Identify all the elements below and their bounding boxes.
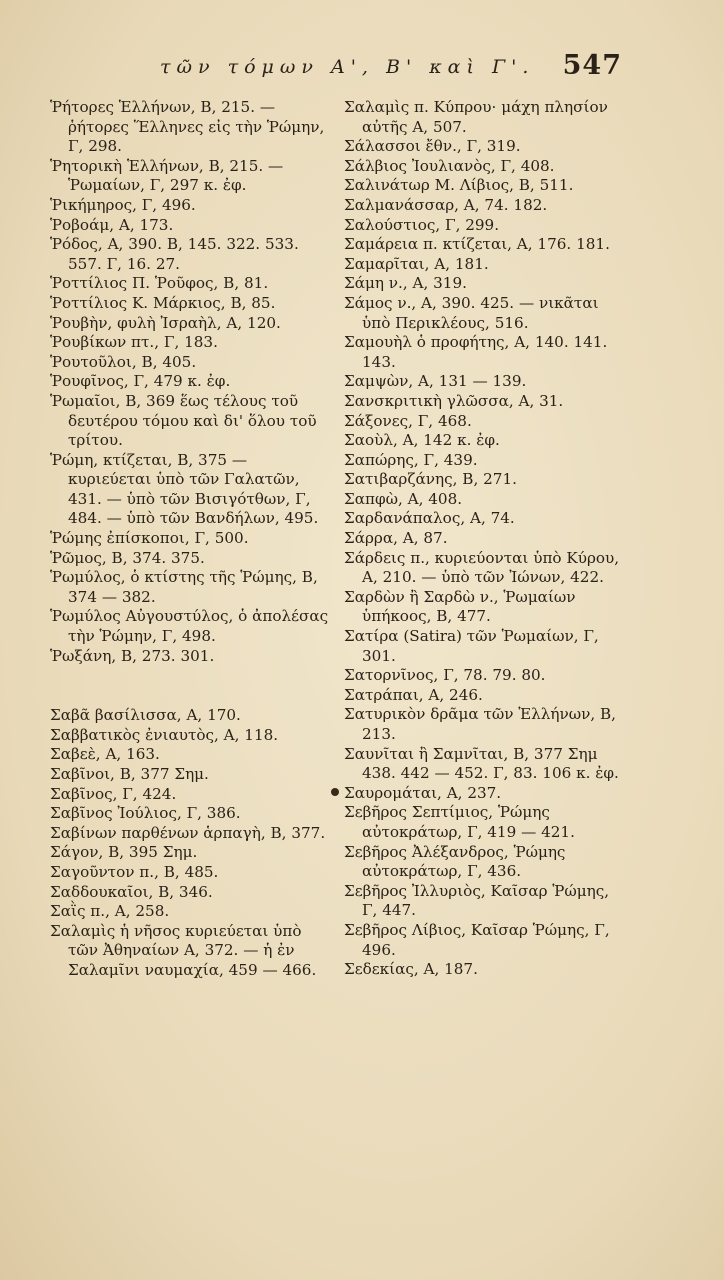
index-entry: Ῥουβὴν, φυλὴ Ἰσραὴλ, Α, 120. (50, 313, 281, 332)
index-entry: Σεβῆρος Σεπτίμιος, Ῥώμης αὐτοκράτωρ, Γ, 419 — 421. (344, 803, 575, 841)
index-entry: Σάλασσοι ἔθν., Γ, 319. (344, 137, 521, 156)
index-entry: Σαβᾶ βασίλισσα, Α, 170. (50, 706, 241, 725)
index-entry: Σεδεκίας, Α, 187. (344, 960, 478, 979)
page-header (150, 50, 630, 84)
index-entry: Σαβῖνος, Γ, 424. (50, 784, 177, 803)
index-entry: Σεβῆρος Λίβιος, Καῖσαρ Ῥώμης, Γ, 496. (344, 920, 610, 959)
index-entry: Σαλμανάσσαρ, Α, 74. 182. (344, 195, 548, 214)
index-entry: Σαμαρῖται, Α, 181. (344, 254, 489, 273)
index-entry: Ῥόδος, Α, 390. Β, 145. 322. 533. 557. Γ, 16. 27. (50, 235, 299, 273)
index-entry: Ῥουφῖνος, Γ, 479 κ. ἐφ. (50, 372, 231, 391)
index-entry: Σαβίνων παρθένων ἁρπαγὴ, Β, 377. (50, 823, 326, 842)
index-entry: Σαβῖνοι, Β, 377 Σημ. (50, 765, 209, 783)
index-entry: Σατίρα (Satira) τῶν Ῥωμαίων, Γ, 301. (344, 627, 599, 665)
index-entry: Ῥώμη, κτίζεται, Β, 375 — κυριεύεται ὑπὸ τῶν Γαλατῶν, 431. — ὑπὸ τῶν Βισιγότθων, Γ, 484. — ὑπὸ τῶν Βανδήλων, 495. (50, 450, 319, 528)
index-entry: Ῥικήμηρος, Γ, 496. (50, 195, 196, 214)
index-entry: Ῥοβοάμ, Α, 173. (50, 215, 174, 234)
index-entry: Σαλούστιος, Γ, 299. (344, 215, 500, 234)
index-entry: Σαπώρης, Γ, 439. (344, 450, 478, 469)
index-entry: Σαμουὴλ ὁ προφήτης, Α, 140. 141. 143. (344, 333, 608, 371)
index-entry: Ῥωμύλος, ὁ κτίστης τῆς Ῥώμης, Β, 374 — 382. (50, 568, 318, 606)
index-entry: Σατράπαι, Α, 246. (344, 685, 483, 704)
index-entry: Σεβῆρος Ἀλέξανδρος, Ῥώμης αὐτοκράτωρ, Γ, 436. (344, 842, 566, 881)
index-entry: Σάξονες, Γ, 468. (344, 411, 472, 430)
index-entry: Σαμάρεια π. κτίζεται, Α, 176. 181. (344, 235, 610, 254)
index-entry: Ῥῶμος, Β, 374. 375. (50, 548, 205, 567)
index-entry: Σανσκριτικὴ γλῶσσα, Α, 31. (344, 391, 564, 410)
index-entry: Σεβῆρος Ἰλλυριὸς, Καῖσαρ Ῥώμης, Γ, 447. (344, 881, 610, 920)
index-entry: Σατιβαρζάνης, Β, 271. (344, 470, 517, 489)
index-entry: Σάρρα, Α, 87. (344, 529, 448, 548)
index-entry: Ῥωμύλος Αὐγουστύλος, ὁ ἀπολέσας τὴν Ῥώμην, Γ, 498. (50, 607, 329, 646)
index-entry: Ῥοττίλιος Κ. Μάρκιος, Β, 85. (50, 293, 276, 312)
ink-dot (331, 788, 339, 796)
index-entry: Σάμος ν., Α, 390. 425. — νικᾶται ὑπὸ Περικλέους, 516. (344, 293, 599, 332)
index-entry: Ῥήτορες Ἑλλήνων, Β, 215. — ῥήτορες Ἕλληνες εἰς τὴν Ῥώμην, Γ, 298. (50, 98, 325, 156)
index-entry: Ῥουτοῦλοι, Β, 405. (50, 352, 197, 371)
index-entry: Σαγοῦντον π., Β, 485. (50, 862, 219, 881)
index-entry: Σαλαμὶς π. Κύπρου· μάχη πλησίον αὐτῆς Α, 507. (344, 98, 608, 136)
index-entry: Ῥωξάνη, Β, 273. 301. (50, 646, 215, 665)
index-entry: Σαμψὼν, Α, 131 — 139. (344, 372, 527, 391)
index-entry: Σαπφὼ, Α, 408. (344, 489, 463, 508)
index-entry: Σάρδεις π., κυριεύονται ὑπὸ Κύρου, Α, 210. — ὑπὸ τῶν Ἰώνων, 422. (344, 548, 620, 587)
index-entry: Σαῒς π., Α, 258. (50, 902, 170, 921)
index-entry: Σαβῖνος Ἰούλιος, Γ, 386. (50, 804, 241, 823)
index-entry: Σαυνῖται ἢ Σαμνῖται, Β, 377 Σημ 438. 442 — 452. Γ, 83. 106 κ. ἐφ. (344, 744, 619, 783)
index-entry: Σάμη ν., Α, 319. (344, 274, 467, 293)
index-entry: Σαρδανάπαλος, Α, 74. (344, 509, 515, 528)
index-entry: Ῥητορικὴ Ἑλλήνων, Β, 215. — Ῥωμαίων, Γ, 297 κ. ἐφ. (50, 156, 284, 195)
page-number: 547 (562, 50, 622, 81)
index-column-left (50, 98, 335, 981)
index-entry: Σάλβιος Ἰουλιανὸς, Γ, 408. (344, 156, 555, 175)
index-entry: Ῥοττίλιος Π. Ῥοῦφος, Β, 81. (50, 274, 269, 293)
running-head: τῶν τόμων Α', Β' καὶ Γ'. (160, 56, 535, 78)
index-entry: Σαοὺλ, Α, 142 κ. ἐφ. (344, 431, 500, 450)
index-entry: Ῥώμης ἐπίσκοποι, Γ, 500. (50, 529, 249, 548)
index-column-right (344, 98, 629, 980)
section-gap (50, 666, 335, 706)
index-entry: Σαβεὲ, Α, 163. (50, 745, 160, 764)
index-entry: Σαρδὼν ἢ Σαρδὼ ν., Ῥωμαίων ὑπήκοος, Β, 477. (344, 587, 576, 626)
index-entry: Σαββατικὸς ἐνιαυτὸς, Α, 118. (50, 725, 279, 744)
index-entry: Σαυρομάται, Α, 237. (344, 783, 502, 802)
index-entry: Σαλινάτωρ Μ. Λίβιος, Β, 511. (344, 176, 574, 195)
index-entry: Σαδδουκαῖοι, Β, 346. (50, 882, 213, 901)
index-entry: Σατυρικὸν δρᾶμα τῶν Ἑλλήνων, Β, 213. (344, 705, 616, 743)
index-entry: Σατορνῖνος, Γ, 78. 79. 80. (344, 666, 546, 685)
index-entry: Ῥουβίκων πτ., Γ, 183. (50, 333, 218, 352)
index-entry: Σαλαμὶς ἡ νῆσος κυριεύεται ὑπὸ τῶν Ἀθηναίων Α, 372. — ἡ ἐν Σαλαμῖνι ναυμαχία, 459 — 466. (50, 921, 317, 979)
index-entry: Ῥωμαῖοι, Β, 369 ἕως τέλους τοῦ δευτέρου τόμου καὶ δι' ὅλου τοῦ τρίτου. (50, 391, 317, 450)
index-entry: Σάγον, Β, 395 Σημ. (50, 843, 198, 862)
